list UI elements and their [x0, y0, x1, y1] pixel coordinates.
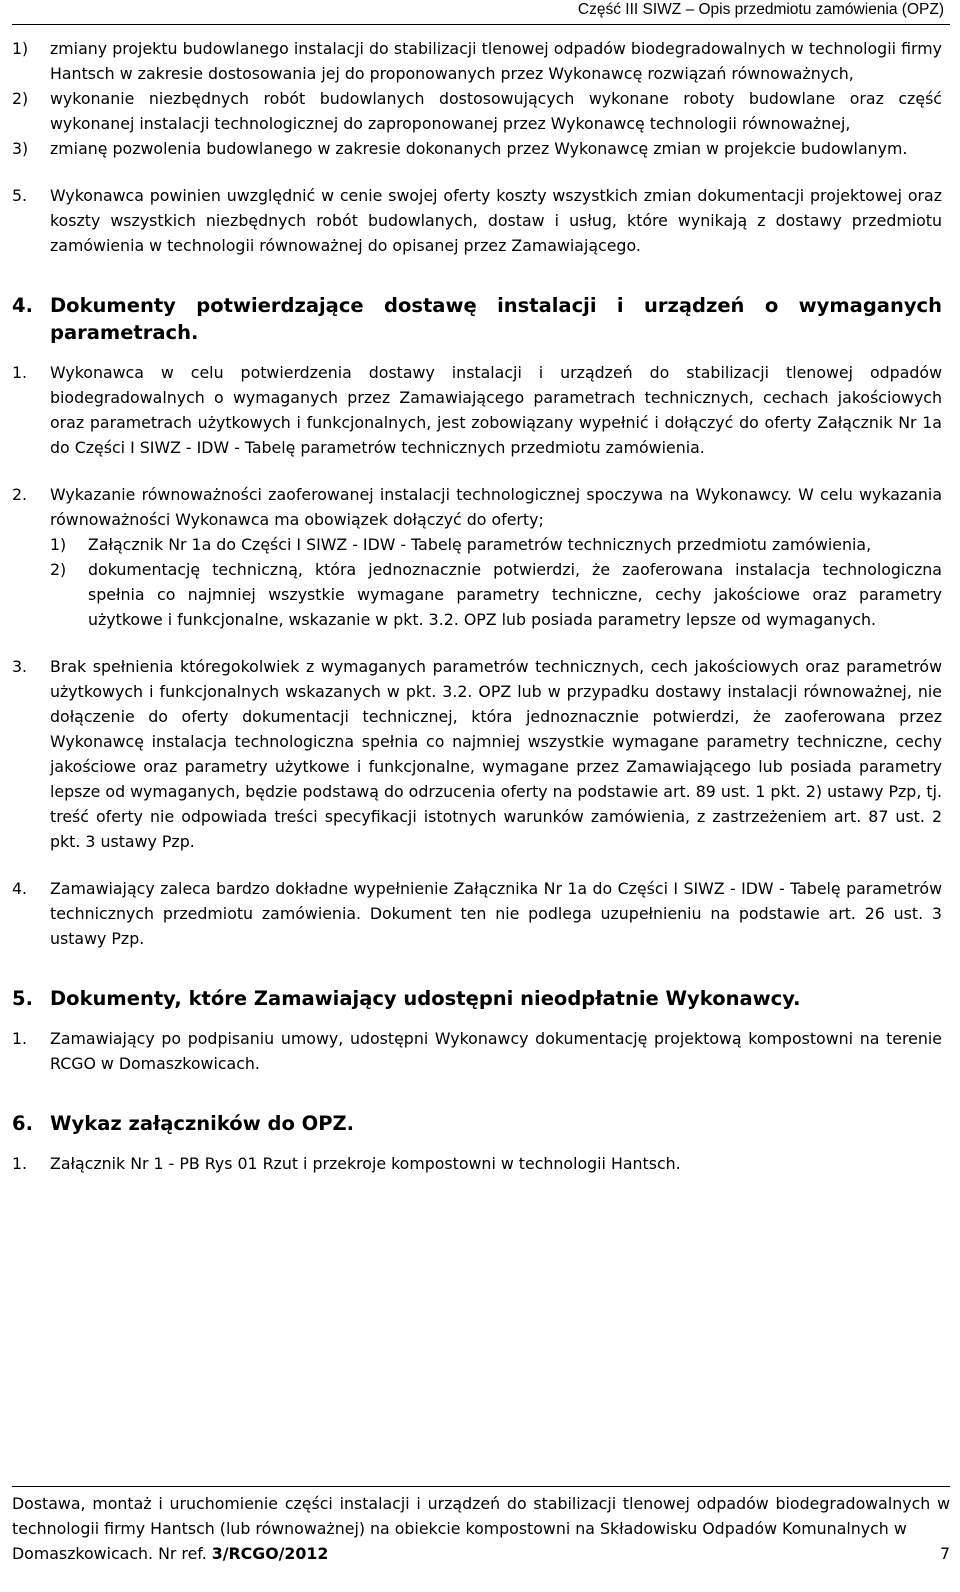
section-heading	[12, 1110, 942, 1137]
list-item-text: Załącznik Nr 1 - PB Rys 01 Rzut i przekroje kompostowni w technologii Hantsch.	[50, 1154, 681, 1173]
paragraph-point-5	[12, 183, 942, 258]
sub-list-item	[50, 557, 942, 632]
list-item-text: zmiany projektu budowlanego instalacji do stabilizacji tlenowej odpadów biodegradowalnych w technologii firmy Hantsch w zakresie dostosowania jej do proponowanych przez Wykonawcę rozwiązań równoważnych,	[50, 39, 942, 83]
list-item	[12, 876, 942, 951]
page-footer	[12, 1486, 950, 1566]
footer-text: Dostawa, montaż i uruchomienie części instalacji i urządzeń do stabilizacji tlenowej odpadów biodegradowalnych w technologii firmy Hantsch (lub równoważnej) na obiekcie kompostowni na Składowisku Odpadów Komunalnych w	[12, 1494, 950, 1538]
list-item	[12, 1026, 942, 1076]
list-item	[12, 482, 942, 632]
page-number: 7	[939, 1544, 950, 1563]
page-header	[12, 0, 950, 25]
header-title: Część III SIWZ – Opis przedmiotu zamówienia (OPZ)	[577, 1, 944, 18]
list-item-text: wykonanie niezbędnych robót budowlanych dostosowujących wykonane roboty budowlane oraz część wykonanej instalacji technologicznej do zaproponowanej przez Wykonawcę technologii równoważnej,	[50, 89, 942, 133]
list-item-number: 2)	[12, 89, 29, 108]
sub-list-item-number: 2)	[50, 560, 67, 579]
paragraph-text: Wykonawca powinien uwzględnić w cenie swojej oferty koszty wszystkich zmian dokumentacji projektowej oraz koszty wszystkich niezbędnych robót budowlanych, dostaw i usług, które wynikają z dostawy przedmiotu zamówienia w technologii równoważnej do opisanej przez Zamawiającego.	[50, 186, 942, 255]
sub-list-item-text: dokumentację techniczną, która jednoznacznie potwierdzi, że zaoferowana instalacja technologiczna spełnia co najmniej wszystkie wymagane parametry techniczne, cechy jakościowe oraz parametry użytkowe i funkcjonalne, wskazanie w pkt. 3.2. OPZ lub posiada parametry lepsze od wymaganych.	[88, 560, 942, 629]
section-heading	[12, 292, 942, 346]
list-item-text: Wykazanie równoważności zaoferowanej instalacji technologicznej spoczywa na Wykonawcy. W celu wykazania równoważności Wykonawca ma obowiązek dołączyć do oferty;	[50, 485, 942, 529]
reference-number: 3/RCGO/2012	[211, 1544, 329, 1563]
section-title: Dokumenty potwierdzające dostawę instalacji i urządzeń o wymaganych parametrach.	[50, 294, 942, 344]
list-item	[12, 86, 942, 136]
list-item	[12, 136, 942, 161]
list-item-number: 1.	[12, 363, 28, 382]
list-item-number: 3)	[12, 139, 29, 158]
section-title: Dokumenty, które Zamawiający udostępni nieodpłatnie Wykonawcy.	[50, 987, 801, 1010]
list-item-number: 1.	[12, 1029, 28, 1048]
list-item-number: 4.	[12, 879, 28, 898]
page-content	[12, 36, 942, 1176]
section-number: 5.	[12, 987, 33, 1010]
section-number: 6.	[12, 1112, 33, 1135]
list-item	[12, 654, 942, 854]
list-item-number: 2.	[12, 485, 28, 504]
list-item-text: Zamawiający po podpisaniu umowy, udostępni Wykonawcy dokumentację projektową kompostowni na terenie RCGO w Domaszkowicach.	[50, 1029, 942, 1073]
list-item-text: Brak spełnienia któregokolwiek z wymaganych parametrów technicznych, cech jakościowych oraz parametrów użytkowych i funkcjonalnych wskazanych w pkt. 3.2. OPZ lub w przypadku dostawy instalacji równoważnej, nie dołączenie do oferty dokumentacji technicznej, która jednoznacznie potwierdzi, że zaoferowana przez Wykonawcę instalacja technologiczna spełnia co najmniej wszystkie wymagane parametry techniczne, cechy jakościowe oraz parametry użytkowe i funkcjonalne, wymagane przez Zamawiającego lub posiada parametry lepsze od wymaganych, będzie podstawą do odrzucenia oferty na podstawie art. 89 ust. 1 pkt. 2) ustawy Pzp, tj. treść oferty nie odpowiada treści specyfikacji istotnych warunków zamówienia, z zastrzeżeniem art. 87 ust. 2 pkt. 3 ustawy Pzp.	[50, 657, 942, 851]
list-item-number: 1.	[12, 1154, 28, 1173]
list-item-text: zmianę pozwolenia budowlanego w zakresie dokonanych przez Wykonawcę zmian w projekcie budowlanym.	[50, 139, 908, 158]
section-heading	[12, 985, 942, 1012]
footer-text-end: Domaszkowicach. Nr ref.	[12, 1544, 212, 1563]
sub-list-item	[50, 532, 942, 557]
list-item-number: 3.	[12, 657, 28, 676]
list-item-text: Zamawiający zaleca bardzo dokładne wypełnienie Załącznika Nr 1a do Części I SIWZ - IDW - Tabelę parametrów technicznych przedmiotu zamówienia. Dokument ten nie podlega uzupełnieniu na podstawie art. 26 ust. 3 ustawy Pzp.	[50, 879, 942, 948]
list-item-number: 1)	[12, 39, 29, 58]
list-item	[12, 1151, 942, 1176]
sub-list-item-number: 1)	[50, 535, 67, 554]
list-item-text: Wykonawca w celu potwierdzenia dostawy instalacji i urządzeń do stabilizacji tlenowej odpadów biodegradowalnych o wymaganych przez Zamawiającego parametrach technicznych, cechach jakościowych oraz parametrach użytkowych i funkcjonalnych, jest zobowiązany wypełnić i dołączyć do oferty Załącznik Nr 1a do Części I SIWZ - IDW - Tabelę parametrów technicznych przedmiotu zamówienia.	[50, 363, 942, 457]
section-number: 4.	[12, 294, 33, 317]
section-title: Wykaz załączników do OPZ.	[50, 1112, 355, 1135]
sub-list-item-text: Załącznik Nr 1a do Części I SIWZ - IDW - Tabelę parametrów technicznych przedmiotu zamówienia,	[88, 535, 872, 554]
paragraph-number: 5.	[12, 186, 28, 205]
list-item	[12, 36, 942, 86]
list-item	[12, 360, 942, 460]
